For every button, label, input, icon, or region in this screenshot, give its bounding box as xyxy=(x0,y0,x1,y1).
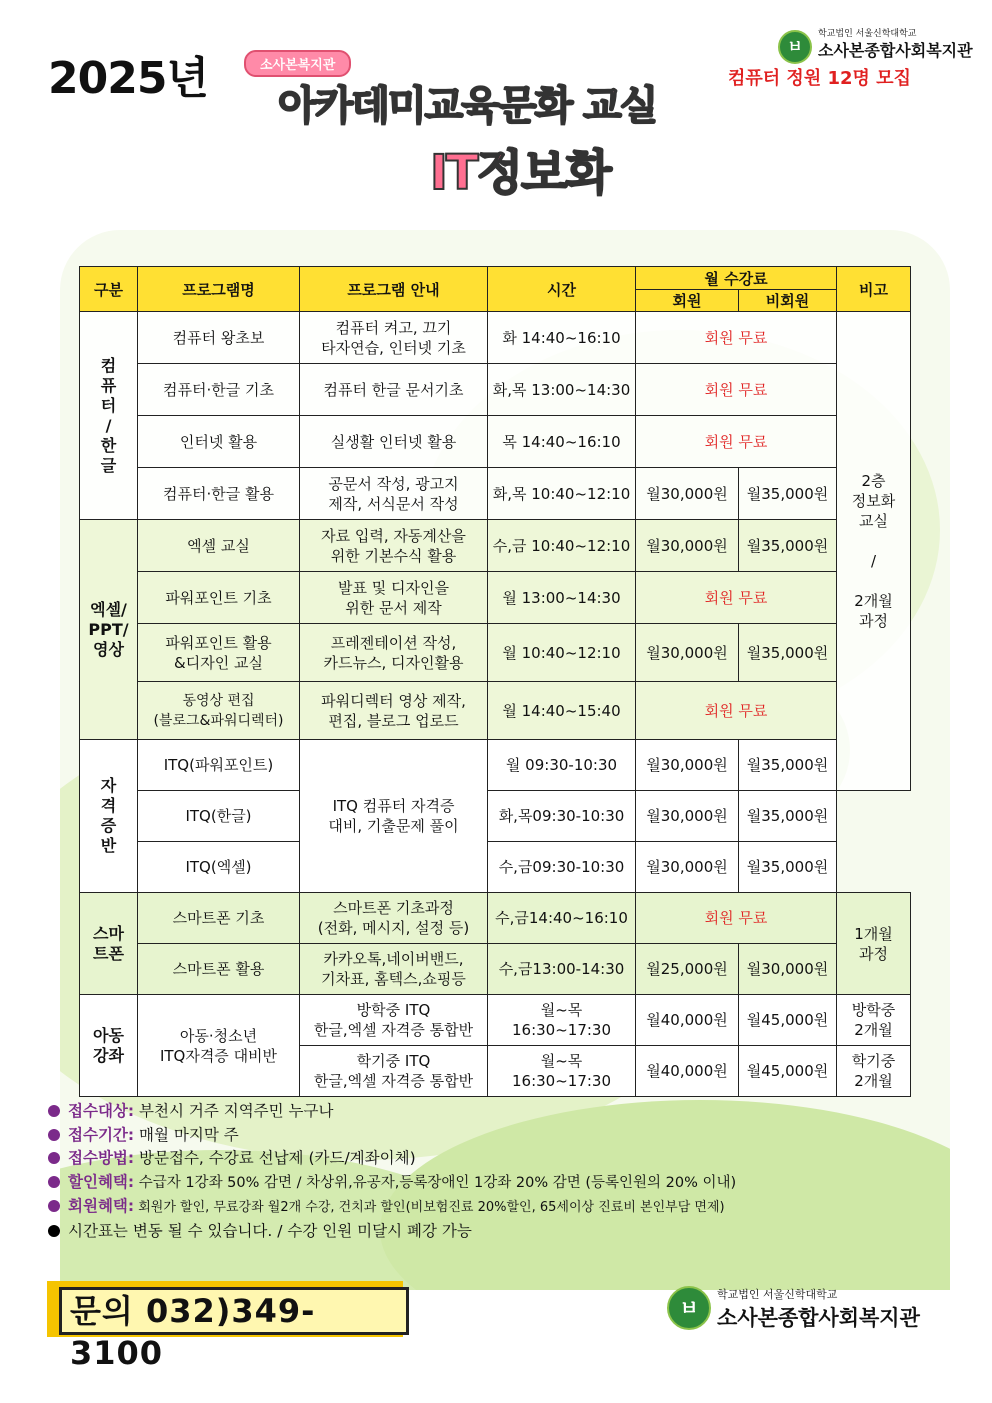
list-item xyxy=(48,1124,736,1148)
table-row xyxy=(80,624,911,682)
table-row xyxy=(80,893,911,944)
table-row xyxy=(80,312,911,364)
program-name: 파워포인트 기초 xyxy=(138,572,300,624)
table-row xyxy=(80,682,911,740)
program-guide: 자료 입력, 자동계산을 위한 기본수식 활용 xyxy=(300,520,488,572)
program-guide: 컴퓨터 켜고, 끄기 타자연습, 인터넷 기초 xyxy=(300,312,488,364)
header-time: 시간 xyxy=(488,267,636,312)
program-guide: 카카오톡,네이버밴드, 기차표, 홈텍스,쇼핑등 xyxy=(300,944,488,995)
note-main: 2층 정보화 교실 / 2개월 과정 xyxy=(837,312,911,791)
program-time: 월 13:00~14:30 xyxy=(488,572,636,624)
note-label: 접수방법: xyxy=(68,1149,135,1167)
header-guide: 프로그램 안내 xyxy=(300,267,488,312)
contact-phone: 문의 032)349-3100 xyxy=(59,1287,409,1335)
header-category: 구분 xyxy=(80,267,138,312)
program-name: 컴퓨터 왕초보 xyxy=(138,312,300,364)
fee-member: 월25,000원 xyxy=(636,944,739,995)
header-nonmember: 비회원 xyxy=(739,290,837,312)
contact-box xyxy=(47,1281,403,1372)
fee-free: 회원 무료 xyxy=(636,682,837,740)
bullet-dot-icon xyxy=(48,1200,60,1212)
table-row xyxy=(80,944,911,995)
org-name: 소사본종합사회복지관 xyxy=(717,1306,920,1330)
program-name: 파워포인트 활용 &디자인 교실 xyxy=(138,624,300,682)
header-member: 회원 xyxy=(636,290,739,312)
table-row xyxy=(80,995,911,1046)
note-label: 접수기간: xyxy=(68,1125,135,1144)
fee-free: 회원 무료 xyxy=(636,572,837,624)
program-time: 월 09:30-10:30 xyxy=(488,740,636,791)
note-text: 부천시 거주 지역주민 누구나 xyxy=(134,1102,334,1120)
recruit-notice: 컴퓨터 정원 12명 모집 xyxy=(728,68,911,89)
program-name: 컴퓨터·한글 기초 xyxy=(138,364,300,416)
info-notes xyxy=(48,1100,736,1243)
note-text: 수급자 1강좌 50% 감면 / 차상위,유공자,등록장애인 1강좌 20% 감면 (등록인원의 20% 이내) xyxy=(134,1174,737,1191)
table-row xyxy=(80,416,911,468)
school-logo-icon: ㅂ xyxy=(778,30,812,64)
program-guide: 컴퓨터 한글 문서기초 xyxy=(300,364,488,416)
program-guide: 스마트폰 기초과정 (전화, 메시지, 설정 등) xyxy=(300,893,488,944)
bullet-dot-icon xyxy=(48,1129,60,1141)
it-title: IT정보화 xyxy=(430,145,610,201)
program-name: 동영상 편집 (블로그&파워디렉터) xyxy=(138,682,300,740)
list-item xyxy=(48,1220,736,1244)
note-label: 회원혜택: xyxy=(68,1197,135,1215)
fee-member: 월30,000원 xyxy=(636,624,739,682)
list-item xyxy=(48,1195,736,1220)
fee-free: 회원 무료 xyxy=(636,893,837,944)
fee-nonmember: 월35,000원 xyxy=(739,468,837,520)
fee-member: 월30,000원 xyxy=(636,468,739,520)
list-item xyxy=(48,1100,736,1124)
program-time: 화,목 13:00~14:30 xyxy=(488,364,636,416)
program-time: 월 10:40~12:10 xyxy=(488,624,636,682)
program-guide: 실생활 인터넷 활용 xyxy=(300,416,488,468)
program-guide: 학기중 ITQ 한글,엑셀 자격증 통합반 xyxy=(300,1046,488,1097)
bullet-dot-icon xyxy=(48,1152,60,1164)
category-kids: 아동 강좌 xyxy=(80,995,138,1097)
fee-free: 회원 무료 xyxy=(636,416,837,468)
fee-nonmember: 월35,000원 xyxy=(739,624,837,682)
year-title: 2025년 xyxy=(48,53,208,104)
fee-nonmember: 월35,000원 xyxy=(739,842,837,893)
fee-nonmember: 월45,000원 xyxy=(739,995,837,1046)
note-smartphone: 1개월 과정 xyxy=(837,893,911,995)
program-name: 인터넷 활용 xyxy=(138,416,300,468)
bullet-dot-icon xyxy=(48,1176,60,1188)
org-sub-name: 학교법인 서울신학대학교 xyxy=(818,29,917,39)
table-row xyxy=(80,740,911,791)
program-time: 화,목09:30-10:30 xyxy=(488,791,636,842)
header-note: 비고 xyxy=(837,267,911,312)
fee-free: 회원 무료 xyxy=(636,364,837,416)
program-name: 엑셀 교실 xyxy=(138,520,300,572)
program-guide: ITQ 컴퓨터 자격증 대비, 기출문제 풀이 xyxy=(300,740,488,893)
program-name: 스마트폰 활용 xyxy=(138,944,300,995)
program-name: ITQ(파워포인트) xyxy=(138,740,300,791)
note-label: 접수대상: xyxy=(68,1102,135,1120)
fee-member: 월30,000원 xyxy=(636,520,739,572)
program-guide: 프레젠테이션 작성, 카드뉴스, 디자인활용 xyxy=(300,624,488,682)
table-row xyxy=(80,520,911,572)
table-row xyxy=(80,842,911,893)
note-text: 매월 마지막 주 xyxy=(134,1125,239,1144)
program-name: 스마트폰 기초 xyxy=(138,893,300,944)
fee-nonmember: 월35,000원 xyxy=(739,740,837,791)
fee-member: 월30,000원 xyxy=(636,842,739,893)
org-name: 소사본종합사회복지관 xyxy=(818,41,973,60)
category-computer: 컴 퓨 터 / 한 글 xyxy=(80,312,138,520)
program-guide: 공문서 작성, 광고지 제작, 서식문서 작성 xyxy=(300,468,488,520)
schedule-table xyxy=(79,266,911,1097)
program-time: 목 14:40~16:10 xyxy=(488,416,636,468)
program-name: 컴퓨터·한글 활용 xyxy=(138,468,300,520)
fee-nonmember: 월35,000원 xyxy=(739,791,837,842)
category-office: 엑셀/ PPT/ 영상 xyxy=(80,520,138,740)
fee-nonmember: 월45,000원 xyxy=(739,1046,837,1097)
fee-member: 월30,000원 xyxy=(636,740,739,791)
fee-member: 월30,000원 xyxy=(636,791,739,842)
fee-nonmember: 월30,000원 xyxy=(739,944,837,995)
bullet-dot-icon xyxy=(48,1225,60,1237)
program-time: 수,금09:30-10:30 xyxy=(488,842,636,893)
note-vacation: 방학중 2개월 xyxy=(837,995,911,1046)
fee-member: 월40,000원 xyxy=(636,995,739,1046)
program-time: 수,금 10:40~12:10 xyxy=(488,520,636,572)
fee-member: 월40,000원 xyxy=(636,1046,739,1097)
org-sub-name: 학교법인 서울신학대학교 xyxy=(717,1288,838,1301)
program-name: ITQ(한글) xyxy=(138,791,300,842)
program-time: 월 14:40~15:40 xyxy=(488,682,636,740)
fee-nonmember: 월35,000원 xyxy=(739,520,837,572)
table-row xyxy=(80,364,911,416)
table-row xyxy=(80,791,911,842)
header-program: 프로그램명 xyxy=(138,267,300,312)
table-row xyxy=(80,468,911,520)
note-label: 할인혜택: xyxy=(68,1172,135,1191)
category-cert: 자 격 증 반 xyxy=(80,740,138,893)
school-logo-icon: ㅂ xyxy=(667,1286,711,1330)
note-text: 회원가 할인, 무료강좌 월2개 수강, 건치과 할인(비보험진료 20%할인, 65세이상 진료비 본인부담 면제) xyxy=(134,1200,725,1215)
bullet-dot-icon xyxy=(48,1105,60,1117)
note-text: 방문접수, 수강료 선납제 (카드/계좌이체) xyxy=(134,1149,416,1167)
program-guide: 파워디렉터 영상 제작, 편집, 블로그 업로드 xyxy=(300,682,488,740)
program-time: 수,금13:00-14:30 xyxy=(488,944,636,995)
program-time: 화,목 10:40~12:10 xyxy=(488,468,636,520)
program-time: 화 14:40~16:10 xyxy=(488,312,636,364)
center-tag: 소사본복지관 xyxy=(244,50,351,77)
program-name: ITQ(엑셀) xyxy=(138,842,300,893)
program-time: 수,금14:40~16:10 xyxy=(488,893,636,944)
note-semester: 학기중 2개월 xyxy=(837,1046,911,1097)
program-guide: 발표 및 디자인을 위한 문서 제작 xyxy=(300,572,488,624)
table-row xyxy=(80,572,911,624)
program-time: 월~목 16:30~17:30 xyxy=(488,1046,636,1097)
category-smartphone: 스마 트폰 xyxy=(80,893,138,995)
header-fee: 월 수강료 xyxy=(636,267,837,290)
program-time: 월~목 16:30~17:30 xyxy=(488,995,636,1046)
list-item xyxy=(48,1147,736,1171)
program-guide: 방학중 ITQ 한글,엑셀 자격증 통합반 xyxy=(300,995,488,1046)
program-name: 아동·청소년 ITQ자격증 대비반 xyxy=(138,995,300,1097)
note-text: 시간표는 변동 될 수 있습니다. / 수강 인원 미달시 폐강 가능 xyxy=(68,1221,472,1240)
list-item xyxy=(48,1171,736,1196)
fee-free: 회원 무료 xyxy=(636,312,837,364)
academy-title: 아카데미교육문화 교실 xyxy=(278,83,657,129)
